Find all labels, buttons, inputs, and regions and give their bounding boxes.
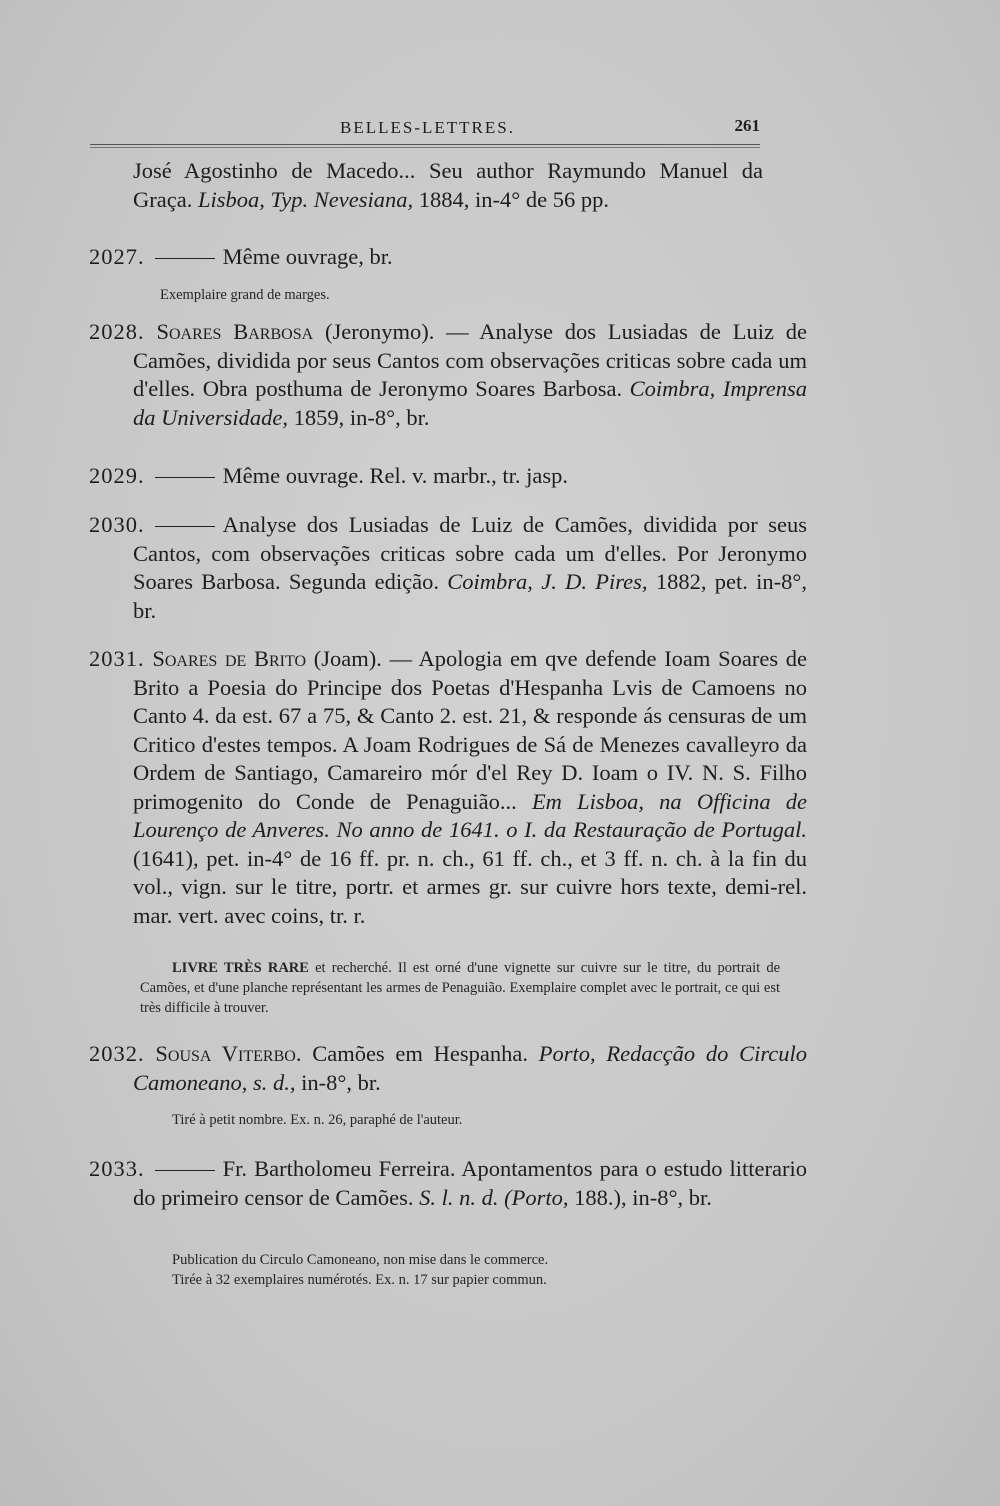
entry-collation: in-8°, br. xyxy=(301,1069,381,1095)
entry-2028 xyxy=(89,318,807,432)
entry-text: (Joam). — Apologia em qve defende Ioam Soares de Brito a Poesia do Principe dos Poetas d'Hespanha Lvis de Camoens no Canto 4. da est. 67 a 75, & Canto 2. est. 21, & responde ás censuras de um Critico d'estes tempos. A Joam Rodrigues de Sá de Menezes cavalleyro da Ordem de Santiago, Camareiro mór d'el Rey D. Ioam o IV. N. S. Filho primogenito do Conde de Penaguião... xyxy=(133,646,808,814)
entry-collation: 1882, pet. in-8°, br. xyxy=(133,569,807,623)
entry-collation: 188.), in-8°, br. xyxy=(574,1184,712,1210)
entry-author: Sousa Viterbo xyxy=(155,1041,296,1066)
entry-text: (Jeronymo). — Analyse dos Lusiadas de Luiz de Camões, dividida por seus Cantos com observações criticas sobre cada um d'elles. Obra posthuma de Jeronymo Soares Barbosa. xyxy=(133,319,808,401)
page-number: 261 xyxy=(734,116,760,135)
entry-imprint: S. l. n. d. (Porto, xyxy=(419,1184,569,1210)
entry-number: 2032. xyxy=(89,1041,145,1066)
entry-text: Fr. Bartholomeu Ferreira. Apontamentos para o estudo litterario do primeiro censor de Camões. xyxy=(133,1156,807,1210)
entry-collation: 1884, in-4° de 56 pp. xyxy=(418,186,610,212)
entry-text: Analyse dos Lusiadas de Luiz de Camões, dividida por seus Cantos, com observações criticas sobre cada um d'elles. Por Jeronymo Soares Barbosa. Segunda edição. xyxy=(133,512,807,594)
entry-continuation xyxy=(133,157,763,214)
entry-2032 xyxy=(89,1040,807,1097)
entry-number: 2030. xyxy=(89,512,145,537)
entry-imprint: Coimbra, J. D. Pires, xyxy=(447,569,648,594)
entry-number: 2027. xyxy=(89,244,145,269)
entry-2029 xyxy=(89,462,807,491)
entry-2033-note-line1: Publication du Circulo Camoneano, non mise dans le commerce. xyxy=(172,1252,549,1268)
entry-author: Soares de Brito xyxy=(152,646,307,671)
note-lead: LIVRE TRÈS RARE xyxy=(172,960,309,976)
entry-imprint: Coimbra, Imprensa da Universidade, xyxy=(133,376,807,430)
entry-2032-note: Tiré à petit nombre. Ex. n. 26, paraphé de l'auteur. xyxy=(172,1112,463,1128)
entry-number: 2033. xyxy=(89,1156,145,1181)
entry-2027-note: Exemplaire grand de marges. xyxy=(160,287,330,303)
entry-number: 2031. xyxy=(89,646,145,671)
note-text: et recherché. Il est orné d'une vignette sur cuivre sur le titre, du portrait de Camões, et d'une planche représentant les armes de Penaguião. Exemplaire complet avec le portrait, ce qui est très difficile à trouver. xyxy=(140,960,780,1016)
entry-number: 2028. xyxy=(89,319,145,344)
entry-2033 xyxy=(89,1155,807,1212)
entry-text: Même ouvrage. Rel. v. marbr., tr. jasp. xyxy=(222,463,568,488)
ditto-dash xyxy=(155,1170,215,1171)
entry-text: . Camões em Hespanha. xyxy=(295,1041,529,1066)
ditto-dash xyxy=(155,258,215,259)
entry-2031-note xyxy=(140,958,780,1018)
running-title: BELLES-LETTRES. xyxy=(340,118,515,137)
entry-2033-note-line2: Tirée à 32 exemplaires numérotés. Ex. n. 17 sur papier commun. xyxy=(172,1272,547,1288)
header-rule xyxy=(90,144,760,148)
entry-imprint: Lisboa, Typ. Nevesiana, xyxy=(197,186,414,212)
ditto-dash xyxy=(155,477,215,478)
entry-imprint: Em Lisboa, na Officina de Lourenço de Anveres. No anno de 1641. o I. da Restauração de Portugal. xyxy=(133,788,807,842)
entry-2031 xyxy=(89,645,807,930)
entry-author: Soares Barbosa xyxy=(156,319,314,344)
entry-number: 2029. xyxy=(89,463,145,488)
entry-text: Même ouvrage, br. xyxy=(222,244,393,269)
ditto-dash xyxy=(155,526,215,527)
page-header xyxy=(90,116,760,148)
entry-2030 xyxy=(89,511,807,625)
entry-imprint: Porto, Redacção do Circulo Camoneano, s. d., xyxy=(133,1041,808,1095)
entry-text: José Agostinho de Macedo... Seu author Raymundo Manuel da Graça. xyxy=(133,158,763,212)
entry-2027 xyxy=(89,243,807,272)
entry-collation: 1859, in-8°, br. xyxy=(293,404,430,430)
entry-collation: (1641), pet. in-4° de 16 ff. pr. n. ch., 61 ff. ch., et 3 ff. n. ch. à la fin du vol., vign. sur le titre, portr. et armes gr. sur cuivre hors texte, demi-rel. mar. vert. avec coins, tr. r. xyxy=(133,845,807,928)
